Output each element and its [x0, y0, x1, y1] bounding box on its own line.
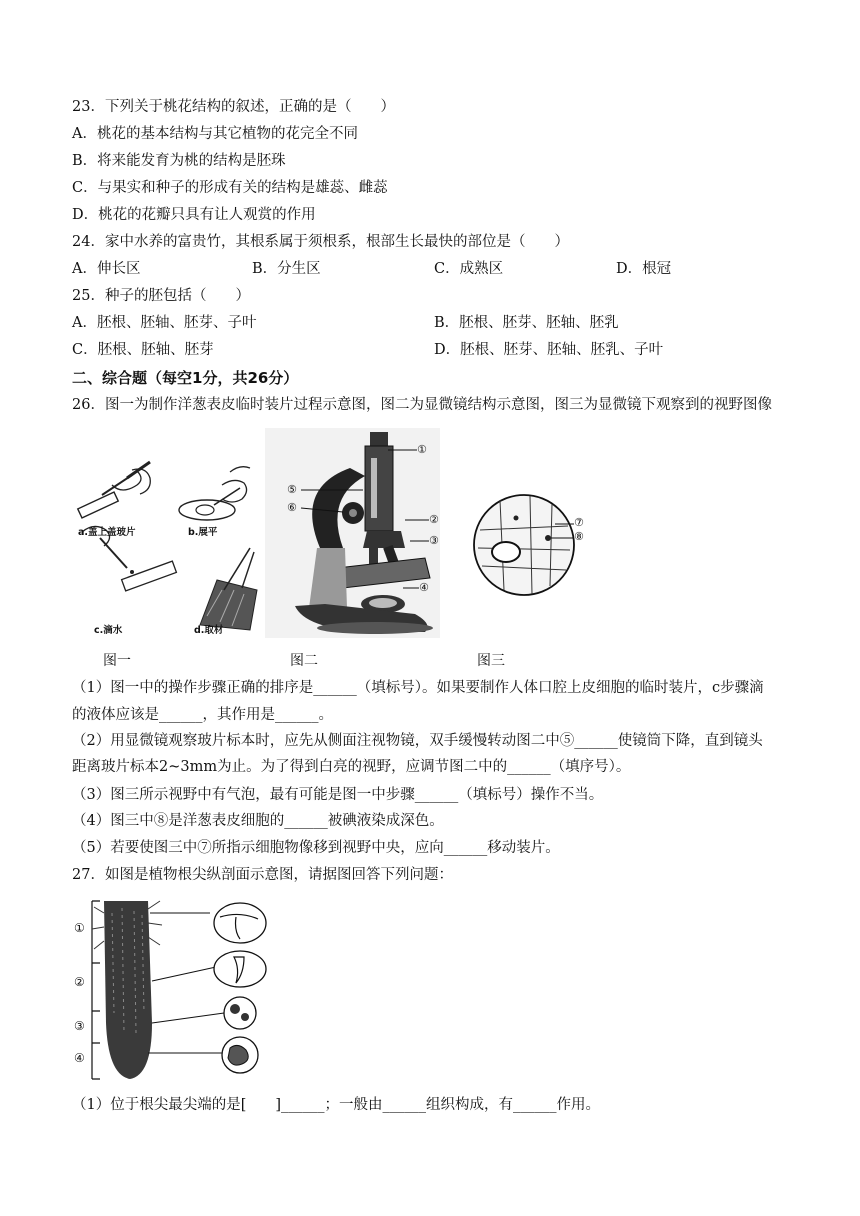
root-label-3: ③: [74, 1019, 85, 1033]
q24-option-a: A．伸长区: [72, 261, 141, 277]
q23-option-a: A．桃花的基本结构与其它植物的花完全不同: [72, 126, 358, 142]
q23-option-c: C．与果实和种子的形成有关的结构是雄蕊、雌蕊: [72, 180, 388, 196]
microscope-label-6: ⑥: [287, 501, 297, 514]
microscope-label-2: ②: [429, 513, 439, 526]
microscope-label-5: ⑤: [287, 483, 297, 496]
section-heading: 二、综合题（每空1分，共26分）: [72, 369, 299, 387]
fov-label-8: ⑧: [574, 530, 584, 543]
q27-stem: 27．如图是植物根尖纵剖面示意图，请据图回答下列问题：: [72, 867, 453, 883]
microscope-drawing: [265, 428, 440, 638]
field-of-view-drawing: [470, 490, 595, 600]
caption-figure-3: 图三: [477, 653, 505, 669]
q24-option-d: D．根冠: [616, 261, 672, 277]
microscope-label-4: ④: [419, 581, 429, 594]
q25-option-d: D．胚根、胚芽、胚轴、胚乳、子叶: [434, 342, 664, 358]
q25-stem: 25．种子的胚包括（ ）: [72, 288, 250, 304]
fov-label-7: ⑦: [574, 516, 584, 529]
root-label-1: ①: [74, 921, 85, 935]
q25-option-c: C．胚根、胚轴、胚芽: [72, 342, 214, 358]
figure-1-slide-prep: [72, 440, 262, 640]
q24-option-c: C．成熟区: [434, 261, 504, 277]
step-d-drawing: [200, 548, 257, 630]
label-step-b: b.展平: [188, 527, 218, 538]
q24-stem: 24．家中水养的富贵竹，其根系属于须根系，根部生长最快的部位是（ ）: [72, 234, 569, 250]
caption-figure-1: 图一: [103, 653, 131, 669]
root-tip-drawing: [70, 893, 275, 1086]
figure-2-microscope: [265, 428, 440, 638]
step-b-drawing: [179, 467, 250, 520]
root-label-2: ②: [74, 975, 85, 989]
q24-option-b: B．分生区: [252, 261, 321, 277]
q23-option-b: B．将来能发育为桃的结构是胚珠: [72, 153, 286, 169]
q26-part4: （4）图三中⑧是洋葱表皮细胞的______被碘液染成深色。: [72, 813, 444, 829]
q23-stem: 23．下列关于桃花结构的叙述，正确的是（ ）: [72, 99, 395, 115]
q26-stem: 26．图一为制作洋葱表皮临时装片过程示意图，图二为显微镜结构示意图，图三为显微镜下观察到的视野图像: [72, 397, 772, 413]
q26-part1-line2: 的液体应该是______，其作用是______。: [72, 707, 333, 723]
figure-root-tip: [70, 893, 275, 1086]
q23-option-d: D．桃花的花瓣只具有让人观赏的作用: [72, 207, 316, 223]
q25-option-b: B．胚根、胚芽、胚轴、胚乳: [434, 315, 619, 331]
q25-option-a: A．胚根、胚轴、胚芽、子叶: [72, 315, 257, 331]
label-step-d: d.取材: [194, 625, 224, 636]
q26-part1-line1: （1）图一中的操作步骤正确的排序是______（填标号）。如果要制作人体口腔上皮细胞的临时装片，c步骤滴: [72, 680, 764, 696]
q26-part5: （5）若要使图三中⑦所指示细胞物像移到视野中央，应向______移动装片。: [72, 840, 560, 856]
q27-part1: （1）位于根尖最尖端的是[ ]______；一般由______组织构成，有______作用。: [72, 1097, 601, 1113]
label-step-a: a.盖上盖玻片: [78, 527, 136, 538]
q26-part2-line2: 距离玻片标本2~3mm为止。为了得到白亮的视野，应调节图二中的______（填序号）。: [72, 759, 631, 775]
figure-3-field-of-view: [470, 490, 595, 600]
caption-figure-2: 图二: [290, 653, 318, 669]
root-label-4: ④: [74, 1051, 85, 1065]
microscope-label-1: ①: [417, 443, 427, 456]
step-a-drawing: [78, 462, 151, 518]
figure-1-drawing: [72, 440, 262, 640]
q26-part3: （3）图三所示视野中有气泡，最有可能是图一中步骤______（填标号）操作不当。: [72, 787, 604, 803]
microscope-label-3: ③: [429, 534, 439, 547]
q26-part2-line1: （2）用显微镜观察玻片标本时，应先从侧面注视物镜，双手缓慢转动图二中⑤______使镜筒下降，直到镜头: [72, 733, 763, 749]
label-step-c: c.滴水: [94, 625, 123, 636]
